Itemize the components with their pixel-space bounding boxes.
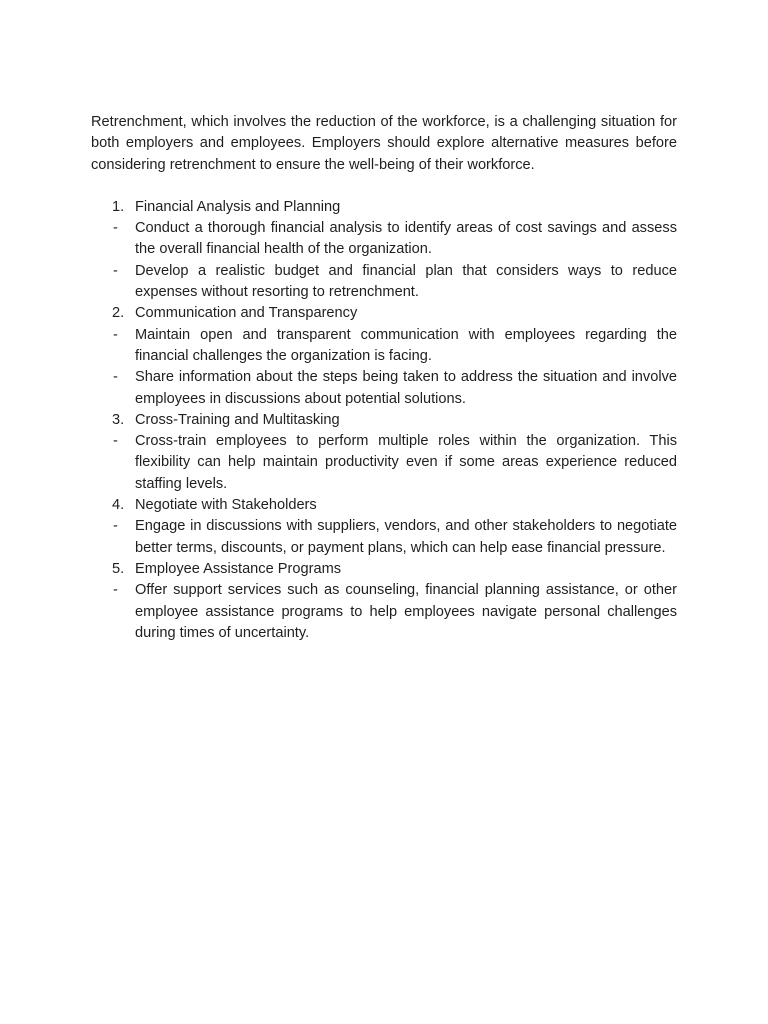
bullet-marker: -	[113, 220, 118, 237]
bullet-marker: -	[113, 433, 118, 450]
bullet-text: Develop a realistic budget and financial plan that considers ways to reduce expenses without resorting to retrenchment.	[135, 262, 677, 301]
section-title: Cross-Training and Multitasking	[135, 411, 340, 428]
bullet-marker: -	[113, 582, 118, 599]
bullet-text: Share information about the steps being taken to address the situation and involve employees in discussions about potential solutions.	[135, 369, 677, 407]
section-heading	[91, 410, 677, 431]
bullet-item	[91, 431, 677, 495]
document-page	[91, 112, 677, 644]
bullet-text: Cross-train employees to perform multiple roles within the organization. This flexibility can help maintain productivity even if some areas experience reduced staffing levels.	[135, 433, 677, 492]
bullet-marker: -	[113, 326, 118, 343]
bullet-item	[91, 325, 677, 368]
section-title: Employee Assistance Programs	[135, 560, 342, 577]
bullet-marker: -	[113, 262, 118, 279]
section-title: Communication and Transparency	[135, 305, 358, 322]
bullet-item	[91, 516, 677, 559]
section-number: 1.	[112, 198, 125, 215]
bullet-item	[91, 580, 677, 644]
bullet-text: Conduct a thorough financial analysis to identify areas of cost savings and assess the overall financial health of the organization.	[135, 220, 677, 258]
section-number: 3.	[112, 411, 125, 428]
bullet-marker: -	[113, 369, 118, 386]
bullet-text: Maintain open and transparent communication with employees regarding the financial challenges the organization is facing.	[135, 326, 677, 364]
bullet-text: Offer support services such as counseling, financial planning assistance, or other employee assistance programs to help employees navigate personal challenges during times of uncertainty.	[135, 582, 677, 641]
section-heading	[91, 303, 677, 324]
section-number: 4.	[112, 497, 125, 514]
section-heading	[91, 495, 677, 516]
section-number: 5.	[112, 560, 125, 577]
section-list	[91, 197, 677, 644]
section-number: 2.	[112, 305, 125, 322]
bullet-text: Engage in discussions with suppliers, vendors, and other stakeholders to negotiate better terms, discounts, or payment plans, which can help ease financial pressure.	[135, 518, 677, 556]
bullet-item	[91, 218, 677, 261]
section-heading	[91, 197, 677, 218]
section-title: Negotiate with Stakeholders	[135, 497, 317, 514]
section-title: Financial Analysis and Planning	[135, 198, 341, 215]
section-heading	[91, 559, 677, 580]
bullet-marker: -	[113, 518, 118, 535]
bullet-item	[91, 367, 677, 410]
intro-paragraph: Retrenchment, which involves the reduction of the workforce, is a challenging situation for both employers and employees. Employers should explore alternative measures before considering retrenchment to ensure the well-being of their workforce.	[91, 114, 677, 173]
bullet-item	[91, 261, 677, 304]
